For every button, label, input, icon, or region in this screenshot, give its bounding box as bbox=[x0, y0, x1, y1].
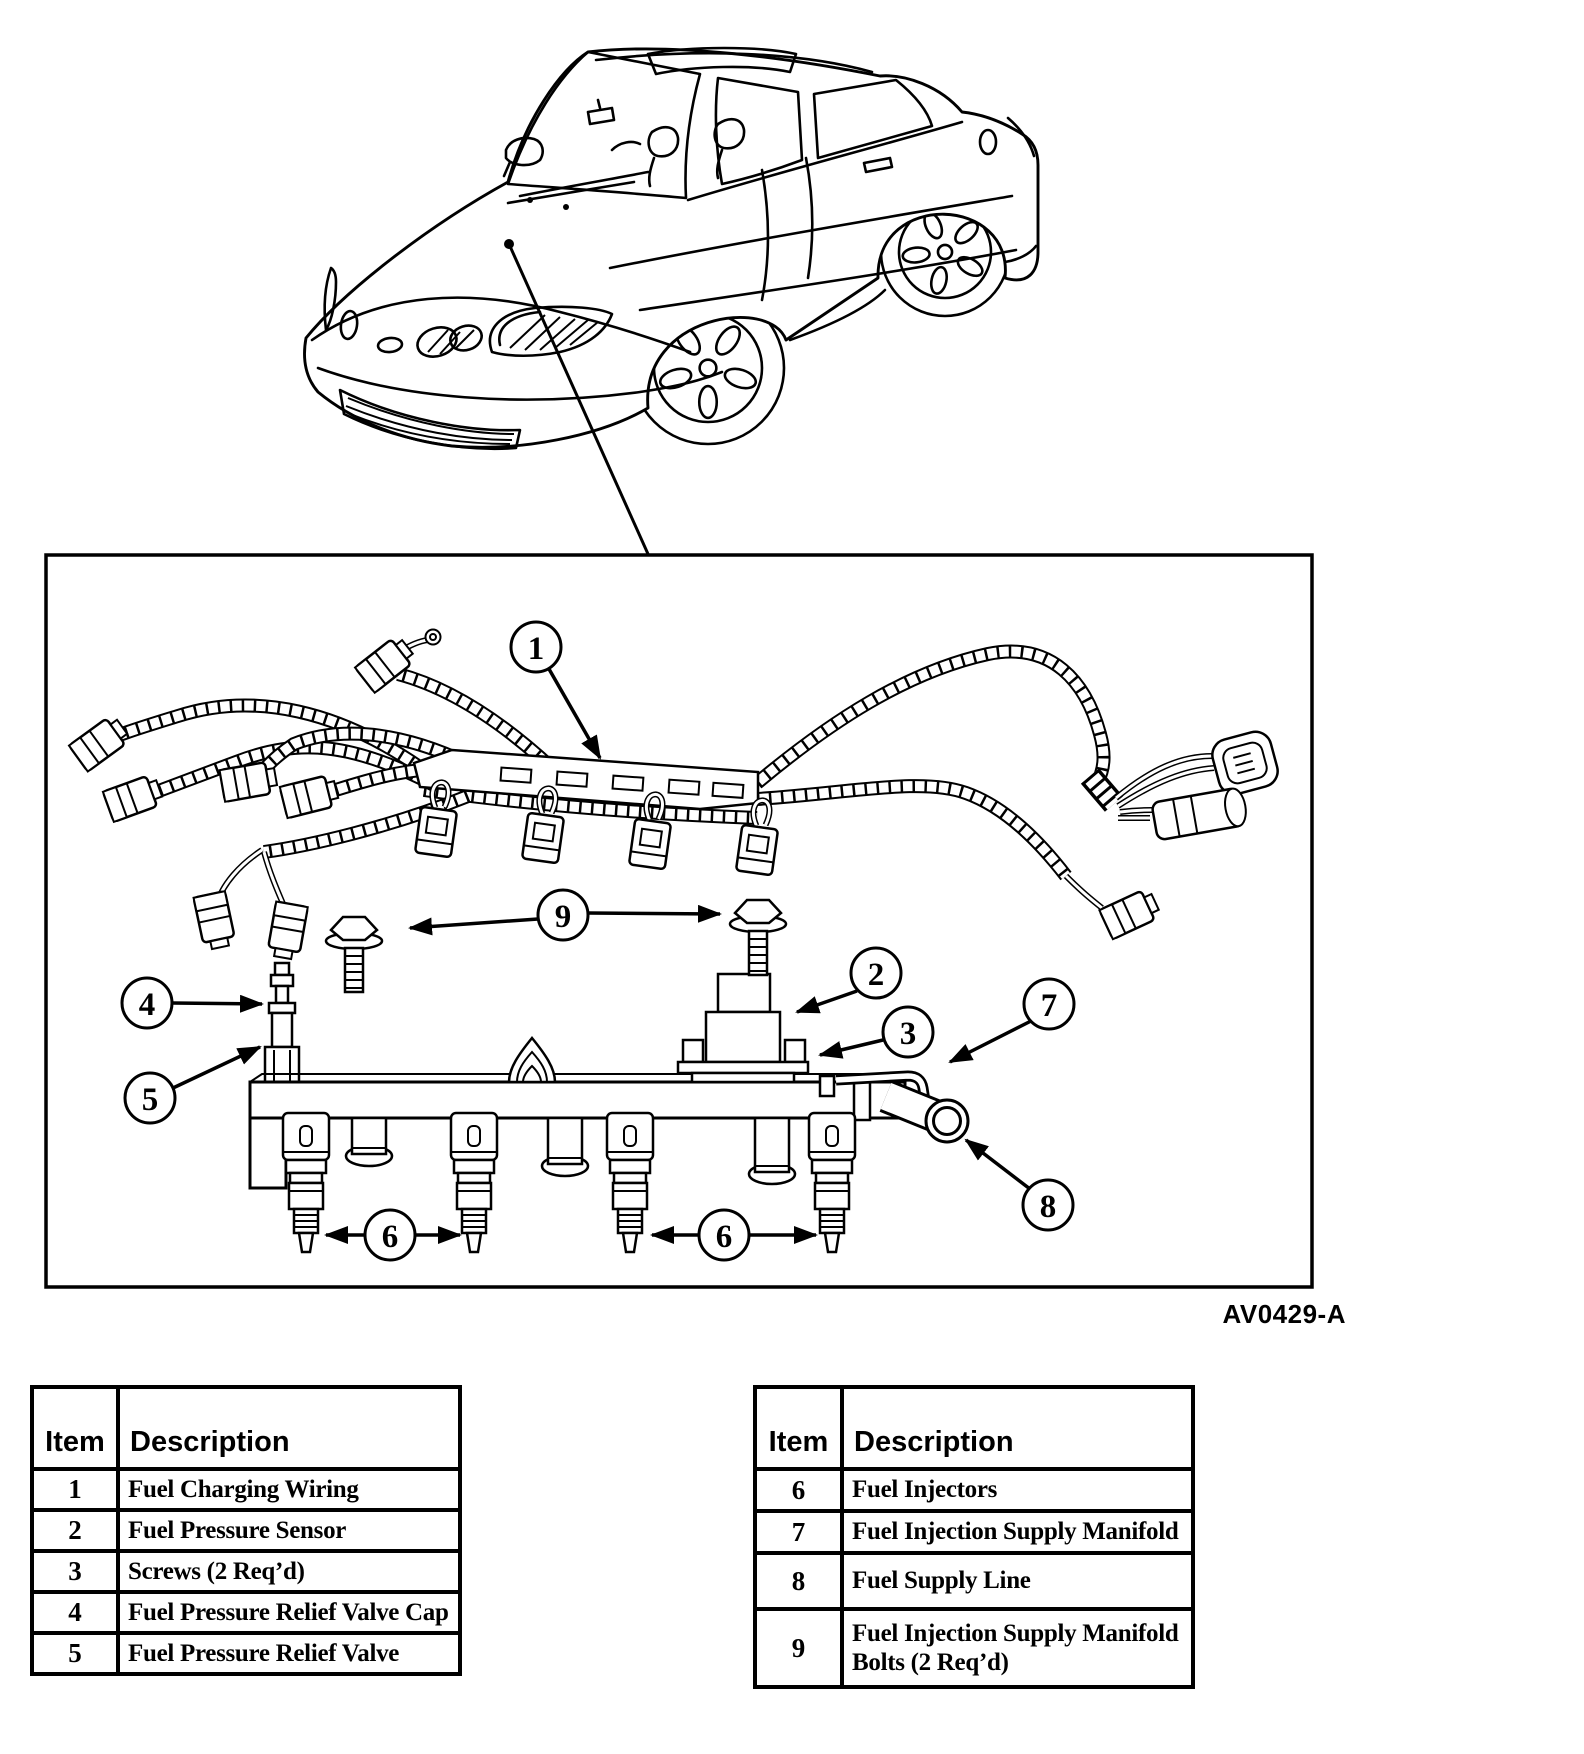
table-row bbox=[32, 1510, 460, 1551]
callout-6 bbox=[326, 1210, 460, 1260]
fuel-injector bbox=[451, 1113, 497, 1252]
sensor-screw bbox=[785, 1040, 805, 1062]
corrugated-tube bbox=[757, 786, 1066, 876]
rail-body bbox=[250, 1082, 905, 1118]
item-description: Fuel Pressure Relief Valve Cap bbox=[118, 1592, 460, 1633]
item-number: 1 bbox=[32, 1469, 118, 1510]
rail-left-end bbox=[250, 1118, 286, 1188]
callout-number: 1 bbox=[527, 631, 545, 667]
fuel-injector bbox=[809, 1113, 855, 1252]
washer-nozzle bbox=[563, 204, 569, 210]
table-row bbox=[32, 1592, 460, 1633]
harness-connector bbox=[194, 891, 237, 950]
col-header-description: Description bbox=[842, 1387, 1193, 1469]
table-row bbox=[32, 1633, 460, 1674]
item-number: 2 bbox=[32, 1510, 118, 1551]
corrugated-tube bbox=[757, 652, 1104, 783]
rail-bracket bbox=[509, 1038, 555, 1082]
figure-code: AV0429-A bbox=[1222, 1299, 1346, 1329]
callout-6 bbox=[652, 1210, 816, 1260]
table-header-row bbox=[755, 1387, 1193, 1469]
item-number: 7 bbox=[755, 1511, 842, 1553]
table-row bbox=[32, 1469, 460, 1510]
parts-table-right bbox=[753, 1385, 1195, 1689]
callout-4 bbox=[122, 978, 262, 1028]
fuel-charging-wiring-harness bbox=[69, 630, 1281, 961]
fuel-injector bbox=[283, 1113, 329, 1252]
callout-number: 6 bbox=[715, 1219, 733, 1255]
pipe-standoff bbox=[820, 1076, 834, 1096]
manifold-bolt bbox=[326, 917, 382, 992]
col-header-description: Description bbox=[118, 1387, 460, 1469]
item-number: 3 bbox=[32, 1551, 118, 1592]
callout-8 bbox=[966, 1140, 1073, 1230]
callout-number: 7 bbox=[1040, 988, 1058, 1024]
harness-wire bbox=[1066, 876, 1102, 908]
harness-connector bbox=[1099, 887, 1161, 939]
callout-number: 3 bbox=[899, 1016, 917, 1052]
item-number: 4 bbox=[32, 1592, 118, 1633]
harness-connector bbox=[280, 774, 340, 818]
callout-2 bbox=[797, 948, 901, 1012]
callout-number: 2 bbox=[867, 957, 885, 993]
callout-7 bbox=[950, 979, 1074, 1062]
callout-number: 9 bbox=[554, 899, 572, 935]
washer-nozzle bbox=[527, 197, 533, 203]
item-description: Fuel Injectors bbox=[842, 1469, 1193, 1511]
harness-connector bbox=[103, 773, 165, 822]
callout-9 bbox=[410, 890, 720, 940]
table-row bbox=[755, 1609, 1193, 1687]
table-row bbox=[755, 1553, 1193, 1609]
callout-3 bbox=[820, 1007, 933, 1057]
cylindrical-connector bbox=[1151, 787, 1248, 840]
item-description: Fuel Charging Wiring bbox=[118, 1469, 460, 1510]
parts-table-left bbox=[30, 1385, 462, 1676]
harness-boot bbox=[1090, 776, 1114, 804]
table-row bbox=[755, 1469, 1193, 1511]
ring-terminal bbox=[426, 630, 441, 645]
car-illustration bbox=[305, 48, 1039, 449]
harness-connector bbox=[267, 902, 308, 961]
item-number: 8 bbox=[755, 1553, 842, 1609]
callout-5 bbox=[125, 1047, 260, 1123]
table-row bbox=[32, 1551, 460, 1592]
manifold-bolt bbox=[730, 900, 786, 975]
injector-connector bbox=[736, 798, 782, 875]
item-description: Fuel Pressure Sensor bbox=[118, 1510, 460, 1551]
item-description: Fuel Pressure Relief Valve bbox=[118, 1633, 460, 1674]
harness-connector bbox=[69, 714, 131, 772]
callout-number: 8 bbox=[1039, 1189, 1057, 1225]
item-number: 5 bbox=[32, 1633, 118, 1674]
multi-pin-connector bbox=[1209, 728, 1281, 798]
fuel-pressure-relief-valve bbox=[265, 963, 299, 1082]
harness-wire bbox=[1116, 756, 1212, 798]
item-description: Fuel Injection Supply Manifold Bolts (2 Req’d) bbox=[842, 1609, 1193, 1687]
harness-wire bbox=[264, 852, 284, 906]
fuel-injector bbox=[607, 1113, 653, 1252]
harness-wire bbox=[1120, 810, 1152, 812]
fuel-pressure-sensor bbox=[678, 974, 808, 1082]
col-header-item: Item bbox=[755, 1387, 842, 1469]
item-description: Fuel Injection Supply Manifold bbox=[842, 1511, 1193, 1553]
col-header-item: Item bbox=[32, 1387, 118, 1469]
item-description: Fuel Supply Line bbox=[842, 1553, 1193, 1609]
table-row bbox=[755, 1511, 1193, 1553]
callout-number: 5 bbox=[141, 1082, 159, 1118]
sensor-screw bbox=[683, 1040, 703, 1062]
table-header-row bbox=[32, 1387, 460, 1469]
item-description: Screws (2 Req’d) bbox=[118, 1551, 460, 1592]
rail-mounting-tabs bbox=[346, 1118, 795, 1184]
callout-number: 6 bbox=[381, 1219, 399, 1255]
item-number: 9 bbox=[755, 1609, 842, 1687]
item-number: 6 bbox=[755, 1469, 842, 1511]
callout-number: 4 bbox=[138, 987, 156, 1023]
